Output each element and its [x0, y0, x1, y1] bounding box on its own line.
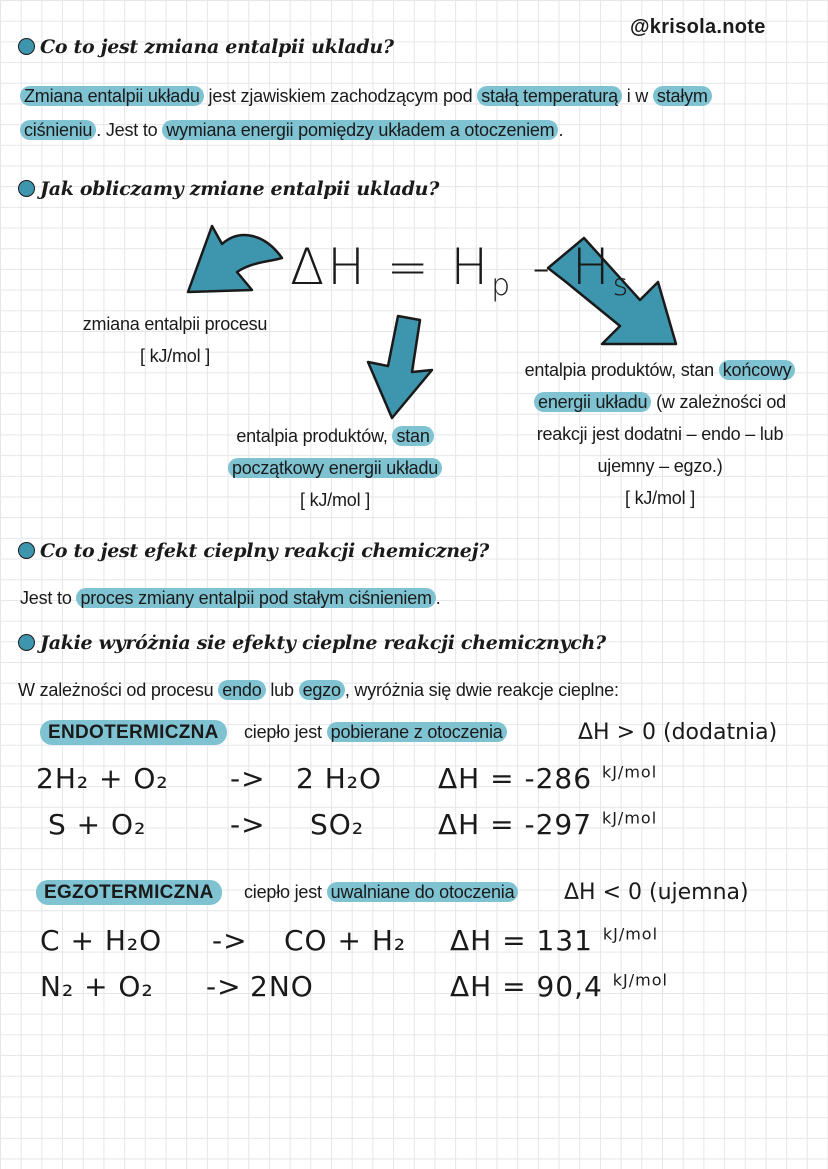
egzo-eq1-enthalpy: ΔH = 131 $^{kJ/mol}$: [450, 924, 659, 957]
paragraph-heat-effect: Jest to proces zmiany entalpii pod stałym ciśnieniem .: [20, 588, 441, 608]
bullet-icon: [18, 634, 35, 651]
heading-heat-effect: Co to jest efekt cieplny reakcji chemicznej?: [18, 540, 489, 562]
arrow-icon: ->: [230, 808, 266, 841]
paragraph-definition-line1: Zmiana entalpii układu jest zjawiskiem zachodzącym pod stałą temperaturą i w stałym: [20, 80, 712, 112]
egzo-tag: EGZOTERMICZNA: [36, 882, 222, 904]
heading-heat-effect-types: Jakie wyróżnia sie efekty cieplne reakcji chemicznych?: [18, 632, 606, 654]
endo-equation-1: 2H₂ + O₂: [36, 762, 169, 795]
arrow-icon: ->: [212, 924, 248, 957]
endo-eq2-enthalpy: ΔH = -297 $^{kJ/mol}$: [438, 808, 658, 841]
endo-eq1-enthalpy: ΔH = -286 $^{kJ/mol}$: [438, 762, 658, 795]
heading-calc-enthalpy: Jak obliczamy zmiane entalpii ukladu?: [18, 178, 439, 200]
egzo-description: ciepło jest uwalniane do otoczenia: [244, 876, 518, 908]
endo-eq2-product: SO₂: [310, 808, 365, 841]
endo-eq1-product: 2 H₂O: [296, 762, 383, 795]
label-initial-state: entalpia produktów, stan początkowy energii układu [ kJ/mol ]: [205, 420, 465, 516]
endo-tag: ENDOTERMICZNA: [40, 722, 227, 744]
arrow-icon: ->: [230, 762, 266, 795]
egzo-eq1-products: CO + H₂: [284, 924, 407, 957]
label-enthalpy-process: zmiana entalpii procesu [ kJ/mol ]: [82, 314, 268, 366]
arrow-down-icon: [368, 316, 432, 418]
author-handle: @krisola.note: [630, 16, 766, 38]
egzo-eq2-enthalpy: ΔH = 90,4 $^{kJ/mol}$: [450, 970, 668, 1003]
enthalpy-formula: $\Delta H = H_p - H_s$: [290, 238, 632, 303]
egzo-eq2-product: 2NO: [250, 970, 314, 1003]
endo-description: ciepło jest pobierane z otoczenia: [244, 716, 507, 748]
egzo-eq2-reactants: N₂ + O₂: [40, 970, 154, 1003]
heading-enthalpy-change: Co to jest zmiana entalpii ukladu?: [18, 36, 394, 58]
endo-eq2-reactants: S + O₂: [48, 808, 147, 841]
egzo-condition: ΔH < 0 (ujemna): [564, 880, 749, 905]
egzo-eq1-reactants: C + H₂O: [40, 924, 163, 957]
endo-condition: ΔH > 0 (dodatnia): [578, 720, 778, 745]
paragraph-intro: W zależności od procesu endo lub egzo , wyróżnia się dwie reakcje cieplne:: [18, 680, 619, 700]
arrow-icon: ->: [206, 970, 242, 1003]
bullet-icon: [18, 542, 35, 559]
label-final-state: entalpia produktów, stan końcowy energii układu (w zależności od reakcji jest dodatni – endo – lub ujemny – egzo.) [ kJ/mol ]: [500, 354, 820, 514]
curved-arrow-left-icon: [188, 226, 282, 292]
paragraph-definition-line2: ciśnieniu . Jest to wymiana energii pomiędzy układem a otoczeniem .: [20, 114, 563, 146]
